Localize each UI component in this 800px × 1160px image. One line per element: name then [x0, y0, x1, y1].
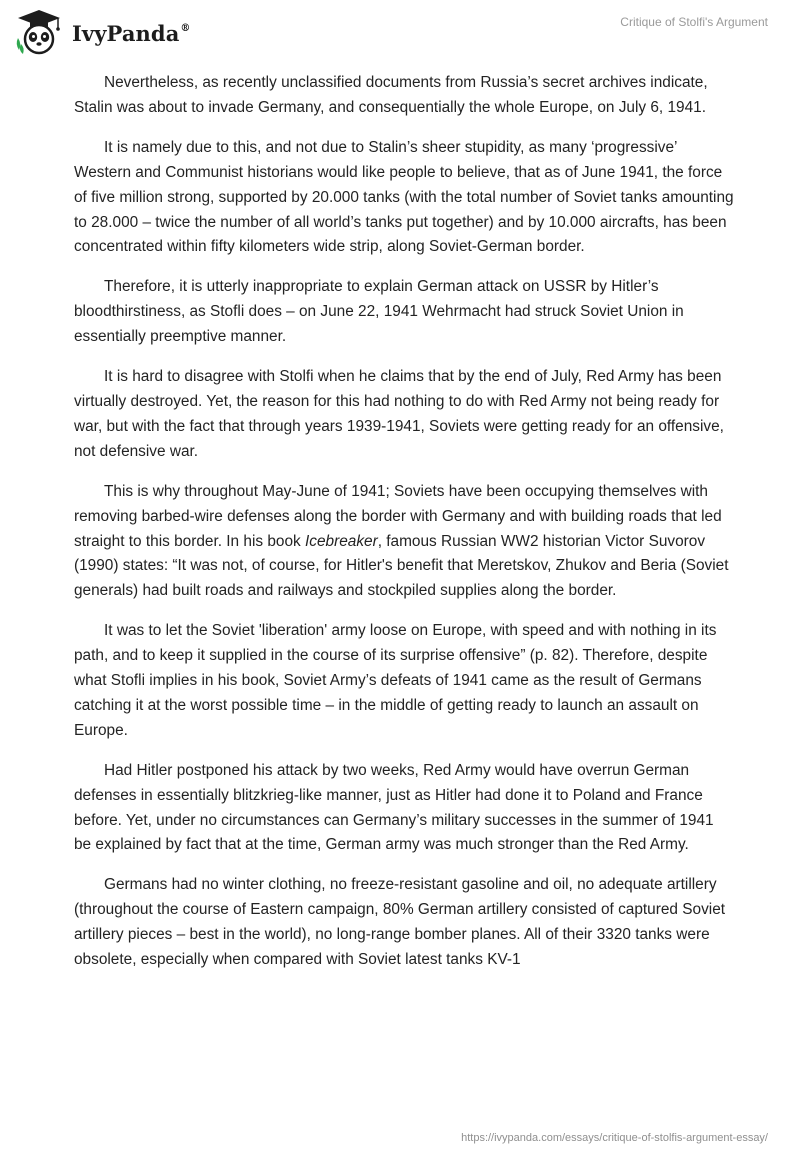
paragraph-3: Therefore, it is utterly inappropriate to explain German attack on USSR by Hitler’s bloodthirstiness, as Stofli does – on June 22, 1941 Wehrmacht had struck Soviet Union in essentially preemptive manner.: [74, 278, 684, 346]
paragraph-4: It is hard to disagree with Stolfi when he claims that by the end of July, Red Army has been virtually destroyed. Yet, the reason for this had nothing to do with Red Army not being ready for war, but with the fact that through years 1939-1941, Soviets were getting ready for an offensive, not defensive war.: [74, 368, 724, 460]
paragraph-5-start: This is why throughout May-June of 1941; Soviets have been occupying themselves with removing barbed-wire defenses along the border with Germany and with building roads that led straight to this border. In his book: [74, 482, 722, 550]
ivypanda-logo[interactable]: [14, 8, 191, 56]
paragraph-8: Germans had no winter clothing, no freeze-resistant gasoline and oil, no adequate artillery (throughout the course of Eastern campaign, 80% German artillery consisted of captured Soviet artillery pieces – best in the world), no long-range bomber planes. All of their 3320 tanks were obsolete, especially when compared with Soviet latest tanks KV-1: [74, 876, 726, 969]
essay-content: [74, 71, 734, 988]
panda-logo-icon: [14, 8, 64, 56]
paragraph-6: It was to let the Soviet 'liberation' army loose on Europe, with speed and with nothing in its path, and to keep it supplied in the course of its surprise offensive” (p. 82). Therefore, despite what Stofli implies in his book, Soviet Army’s defeats of 1941 came as the result of Germans catching it at the worst possible time – in the middle of getting ready to launch an assault on Europe.: [74, 622, 717, 739]
brand-name: [72, 21, 191, 46]
paragraph-7: Had Hitler postponed his attack by two weeks, Red Army would have overrun German defenses in essentially blitzkrieg-like manner, just as Hitler had done it to Poland and France before. Yet, under no circumstances can Germany’s military successes in the summer of 1941 be explained by fact that at the time, German army was much stronger than the Red Army.: [74, 761, 714, 854]
paragraph-5: [74, 480, 734, 605]
paragraph-5-end: , famous Russian WW2 historian Victor Suvorov (1990) states: “It was not, of course, for Hitler's benefit that Meretskov, Zhukov and Beria (Soviet generals) had built roads and railways and stockpiled supplies along the border.: [74, 532, 729, 600]
paragraph-1: Nevertheless, as recently unclassified documents from Russia’s secret archives indicate, Stalin was about to invade Germany, and consequentially the whole Europe, on July 6, 1941.: [74, 74, 708, 116]
brand-name-text: IvyPanda: [72, 20, 180, 46]
source-url[interactable]: https://ivypanda.com/essays/critique-of-stolfis-argument-essay/: [461, 1132, 768, 1144]
document-title: Critique of Stolfi's Argument: [620, 15, 768, 29]
page-header: [0, 0, 800, 70]
paragraph-2: It is namely due to this, and not due to Stalin’s sheer stupidity, as many ‘progressive’ Western and Communist historians would like people to believe, that as of June 1941, the force of five million strong, supported by 20.000 tanks (with the total number of Soviet tanks amounting to 28.000 – twice the number of all world’s tanks put together) and by 10.000 aircrafts, has been concentrated within fifty kilometers wide strip, along Soviet-German border.: [74, 138, 734, 256]
registered-mark: ®: [180, 22, 191, 34]
book-title: Icebreaker: [305, 532, 378, 550]
